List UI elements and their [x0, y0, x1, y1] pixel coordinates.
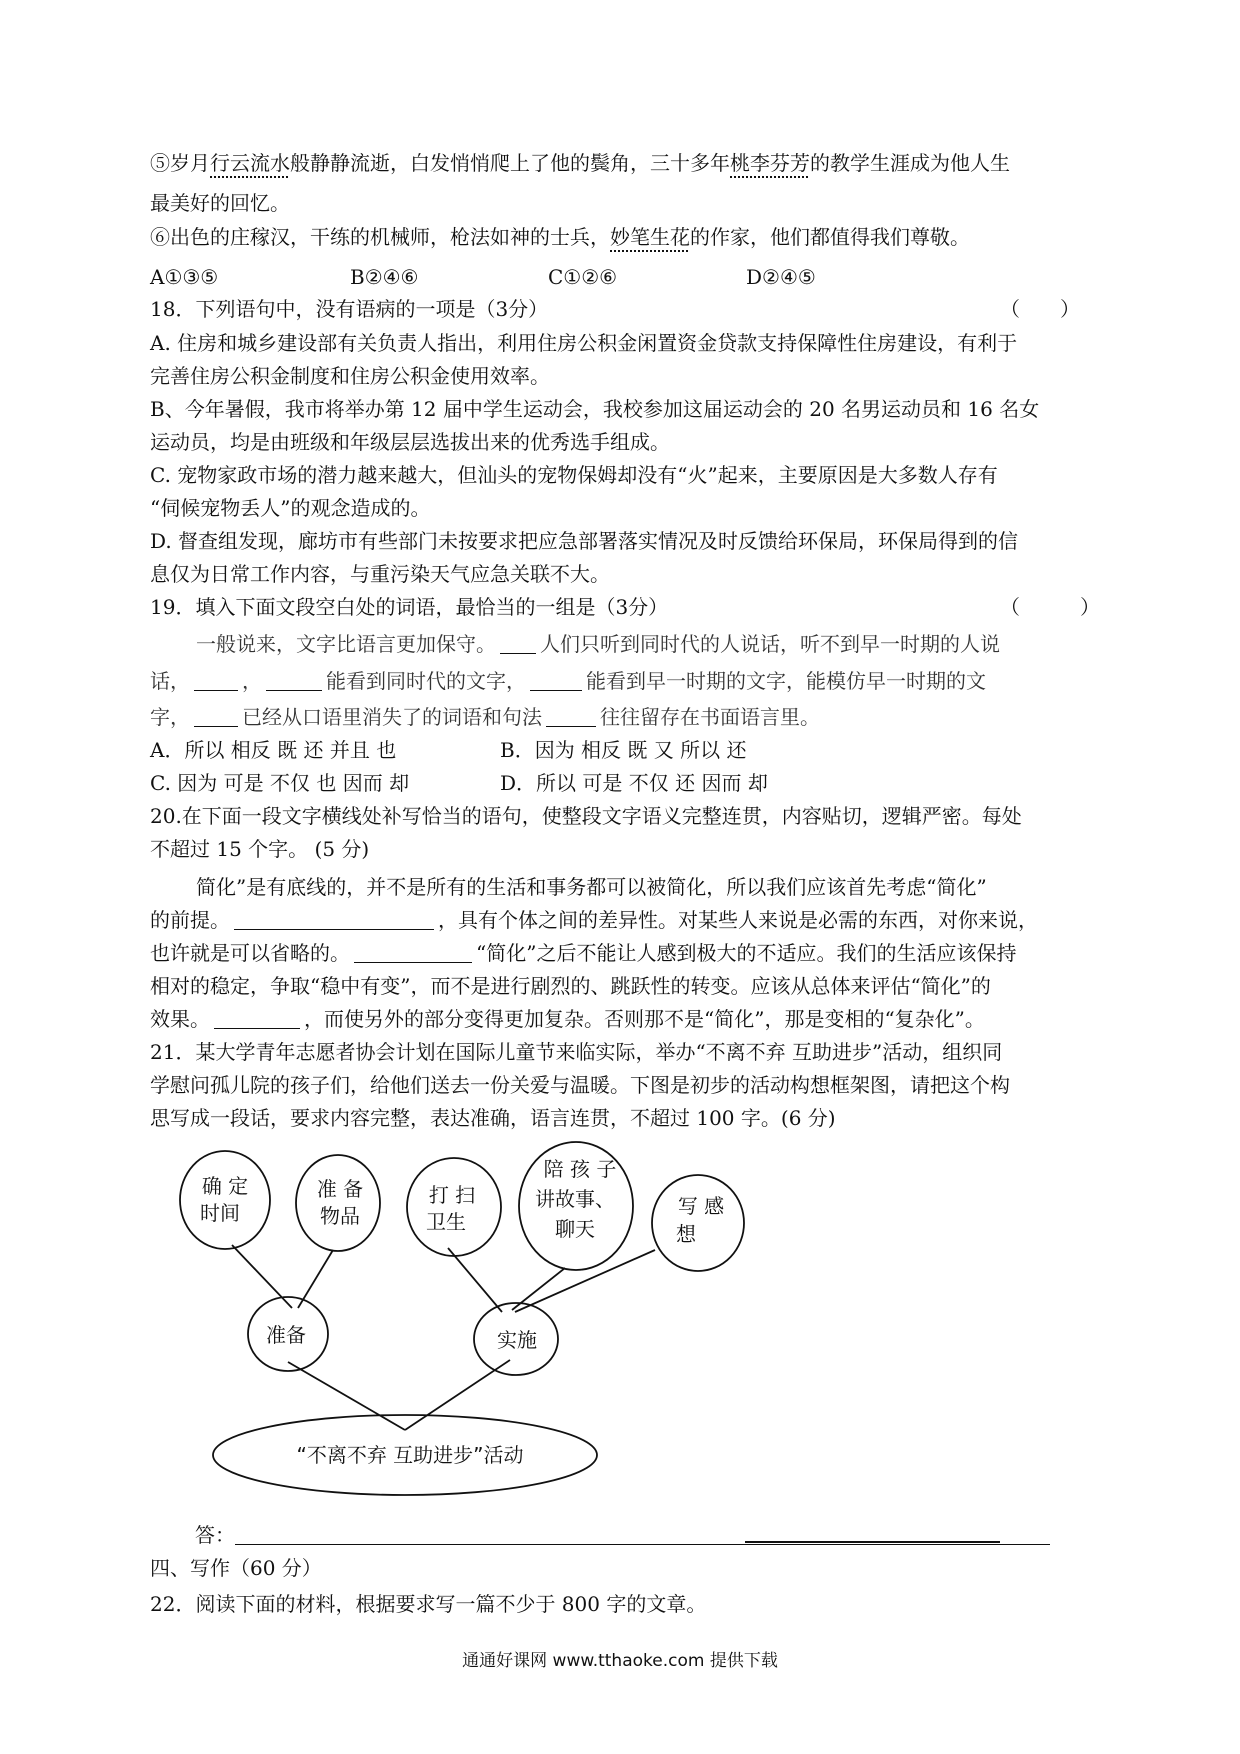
fill-blank[interactable]	[194, 706, 238, 727]
node-root-label: “不离不弃 互助进步”活动	[296, 1443, 524, 1467]
dotted-text: 妙笔生花	[610, 225, 690, 249]
node-implement-label: 实施	[497, 1328, 537, 1352]
q17-options	[150, 262, 1100, 292]
q18-option-b: B、今年暑假，我市将举办第 12 届中学生运动会，我校参加这届运动会的 20 名男运动员和 16 名女	[150, 397, 1040, 421]
node-goods-label-2: 物品	[320, 1204, 360, 1228]
fill-blank[interactable]	[194, 670, 238, 691]
connector-time-prepare	[232, 1245, 292, 1308]
q19-passage-1: 一般说来，文字比语言更加保守。 人们只听到同时代的人说话，听不到早一时期的人说	[196, 632, 1000, 656]
fill-blank[interactable]	[234, 909, 434, 930]
section-writing-heading: 四、写作（60 分）	[150, 1556, 322, 1580]
q19-passage-2: 话， ， 能看到同时代的文字， 能看到早一时期的文字，能模仿早一时期的文	[150, 669, 986, 693]
node-clean	[407, 1158, 501, 1256]
answer-line[interactable]	[235, 1544, 1050, 1545]
activity-framework-diagram	[170, 1140, 790, 1505]
q19-option-d: D．所以 可是 不仅 还 因而 却	[500, 771, 768, 795]
node-story-label-2: 讲故事、	[535, 1187, 615, 1211]
q18-option-d-cont: 息仅为日常工作内容，与重污染天气应急关联不大。	[150, 562, 610, 586]
q20-passage-5: 效果。 ，而使另外的部分变得更加复杂。否则那不是“简化”，那是变相的“复杂化”。	[150, 1007, 985, 1031]
dotted-text: 桃李芬芳	[730, 151, 810, 175]
node-feel-label-1: 写 感	[677, 1194, 725, 1218]
q20-passage-3: 也许就是可以省略的。 “简化”之后不能让人感到极大的不适应。我们的生活应该保持	[150, 941, 1017, 965]
q19-option-b: B．因为 相反 既 又 所以 还	[500, 738, 747, 762]
node-prepare-label: 准备	[266, 1323, 306, 1347]
q22-stem: 22．阅读下面的材料，根据要求写一篇不少于 800 字的文章。	[150, 1592, 707, 1616]
fill-blank[interactable]	[214, 1008, 300, 1029]
node-feel-label-2: 想	[676, 1222, 696, 1246]
q18-option-a: A. 住房和城乡建设部有关负责人指出，利用住房公积金闲置资金贷款支持保障性住房建设，有利于	[150, 331, 1018, 355]
node-story-label-1: 陪 孩 子	[543, 1157, 617, 1181]
fill-blank[interactable]	[546, 706, 596, 727]
q20-passage-1: 简化”是有底线的，并不是所有的生活和事务都可以被简化，所以我们应该首先考虑“简化”	[196, 875, 987, 899]
fill-blank[interactable]	[530, 670, 582, 691]
q20-passage-4: 相对的稳定，争取“稳中有变”，而不是进行剧烈的、跳跃性的转变。应该从总体来评估“简化”的	[150, 974, 991, 998]
q19-options-cd	[150, 768, 1100, 798]
fill-blank[interactable]	[354, 942, 472, 963]
q17-item-5-cont: 最美好的回忆。	[150, 191, 290, 215]
node-time	[180, 1151, 270, 1249]
q17-item-6: ⑥出色的庄稼汉，干练的机械师，枪法如神的士兵，妙笔生花的作家，他们都值得我们尊敬。	[150, 225, 970, 249]
q18-option-d: D. 督查组发现，廊坊市有些部门未按要求把应急部署落实情况及时反馈给环保局，环保局得到的信	[150, 529, 1019, 553]
q17-option-a: A①③⑤	[150, 265, 219, 289]
q21-stem-2: 学慰问孤儿院的孩子们，给他们送去一份关爱与温暖。下图是初步的活动构想框架图，请把这个构	[150, 1073, 1010, 1097]
q17-option-b: B②④⑥	[350, 265, 419, 289]
q20-stem: 20.在下面一段文字横线处补写恰当的语句，使整段文字语义完整连贯，内容贴切，逻辑严密。每处	[150, 804, 1022, 828]
node-goods	[296, 1155, 380, 1251]
answer-line-bold	[745, 1541, 1000, 1543]
dotted-text: 行云流水	[210, 151, 290, 175]
q21-stem-3: 思写成一段话，要求内容完整，表达准确，语言连贯，不超过 100 字。(6 分)	[150, 1106, 836, 1130]
node-feel	[652, 1175, 744, 1271]
q19-option-a: A．所以 相反 既 还 并且 也	[150, 738, 397, 762]
q18-stem: 18．下列语句中，没有语病的一项是（3分）	[150, 297, 549, 321]
dotted-phrase	[210, 151, 290, 175]
q19-options-ab	[150, 735, 1100, 765]
page-footer: 通通好课网 www.tthaoke.com 提供下载	[462, 1651, 778, 1671]
q18-option-c-cont: “伺候宠物丢人”的观念造成的。	[150, 496, 431, 520]
q19-answer-paren: （ ）	[1000, 595, 1100, 619]
q18-answer-paren: （ ）	[1000, 297, 1080, 321]
q18-option-c: C. 宠物家政市场的潜力越来越大，但汕头的宠物保姆却没有“火”起来，主要原因是大多数人存有	[150, 463, 998, 487]
q19-option-c: C. 因为 可是 不仅 也 因而 却	[150, 771, 410, 795]
q19-passage-3: 字， 已经从口语里消失了的词语和句法 往往留存在书面语言里。	[150, 705, 820, 729]
node-time-label-1: 确 定	[201, 1174, 249, 1198]
node-time-label-2: 时间	[200, 1201, 240, 1225]
q20-passage-2: 的前提。 ，具有个体之间的差异性。对某些人来说是必需的东西，对你来说，	[150, 908, 1038, 932]
fill-blank[interactable]	[266, 670, 322, 691]
connector-feel-implement	[515, 1250, 655, 1312]
q17-item-5: ⑤岁月行云流水般静静流逝，白发悄悄爬上了他的鬓角，三十多年桃李芬芳的教学生涯成为他人生	[150, 151, 1010, 175]
q18-option-b-cont: 运动员，均是由班级和年级层层选拔出来的优秀选手组成。	[150, 430, 670, 454]
q21-stem-1: 21．某大学青年志愿者协会计划在国际儿童节来临实际，举办“不离不弃 互助进步”活动，组织同	[150, 1040, 1003, 1064]
fill-blank[interactable]	[500, 633, 536, 654]
answer-label: 答：	[195, 1523, 235, 1547]
node-clean-label-1: 打 扫	[428, 1183, 476, 1207]
connector-clean-implement	[448, 1248, 502, 1312]
node-goods-label-1: 准 备	[316, 1177, 364, 1201]
q17-option-d: D②④⑤	[746, 265, 816, 289]
q19-stem: 19．填入下面文段空白处的词语，最恰当的一组是（3分）	[150, 595, 669, 619]
q20-stem-cont: 不超过 15 个字。 (5 分)	[150, 837, 370, 861]
q17-option-c: C①②⑥	[548, 265, 618, 289]
node-story-label-3: 聊天	[555, 1217, 595, 1241]
q18-option-a-cont: 完善住房公积金制度和住房公积金使用效率。	[150, 364, 550, 388]
node-clean-label-2: 卫生	[426, 1210, 466, 1234]
